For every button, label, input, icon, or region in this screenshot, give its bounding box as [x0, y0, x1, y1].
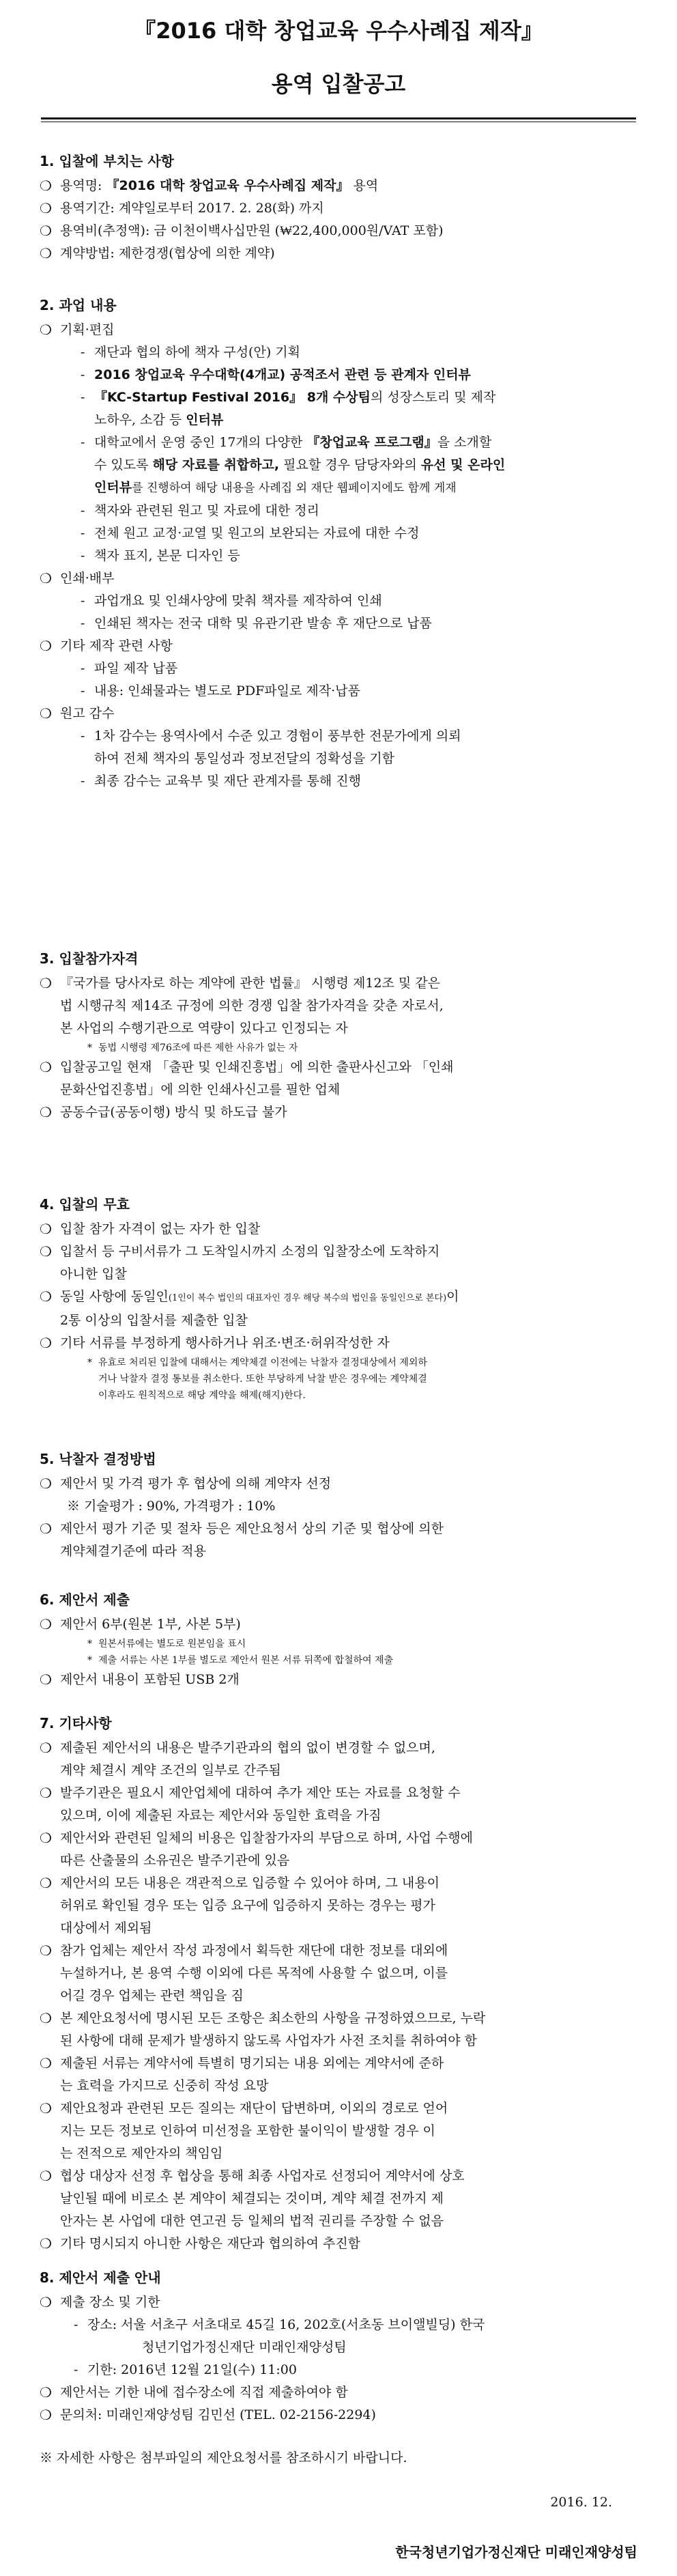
item-text: 안자는 본 사업에 대한 연고권 등 일체의 법적 권리를 주장할 수 없음 — [60, 2213, 444, 2228]
section-4 — [40, 1195, 650, 1404]
item-text: 법 시행규칙 제14조 규정에 의한 경쟁 입찰 참가자격을 갖춘 자로서, — [60, 998, 444, 1013]
section-8 — [40, 2268, 650, 2426]
circle-bullet-icon: ❍ — [40, 1616, 52, 1632]
note-item: * 유효로 처리된 입찰에 대해서는 계약체결 이전에는 낙찰자 결정대상에서 제외하 거나 낙찰자 결정 통보를 취소한다. 또한 부당하게 낙찰 받은 경우에는 계약체결 이후라도 원칙적으로 해당 계약을 해제(해지)한다. — [87, 1357, 427, 1401]
circle-bullet-icon: ❍ — [40, 2384, 52, 2401]
list-item — [40, 2233, 650, 2255]
item-text: 용역기간: 계약일로부터 2017. 2. 28(화) 까지 — [60, 201, 324, 216]
item-text: 과업개요 및 인쇄사양에 맞춰 책자를 제작하여 인쇄 — [94, 593, 382, 608]
item-text: 용역명: — [60, 178, 106, 193]
circle-bullet-icon: ❍ — [40, 1942, 52, 1959]
item-text: 인쇄·배부 — [60, 571, 115, 586]
item-text-bold: 『2016 대학 창업교육 우수사례집 제작』 — [106, 178, 349, 193]
item-text: 는 효력을 가지므로 신중히 작성 요망 — [60, 2078, 269, 2093]
list-item — [40, 175, 650, 197]
circle-bullet-icon: ❍ — [40, 200, 52, 216]
list-item — [40, 2007, 650, 2052]
note-text: 거나 낙찰자 결정 통보를 취소한다. 또한 부당하게 낙찰 받은 경우에는 계약체결 — [98, 1374, 427, 1385]
list-item — [40, 2381, 650, 2404]
list-item — [40, 197, 650, 220]
circle-bullet-icon: ❍ — [40, 570, 52, 586]
list-item — [40, 703, 650, 725]
sub-item: - 기한: 2016년 12월 21일(수) 11:00 — [40, 2359, 650, 2381]
list-item — [40, 1473, 650, 1518]
item-text: 1차 감수는 용역사에서 수준 있고 경험이 풍부한 전문가에게 의뢰 — [94, 728, 461, 744]
circle-bullet-icon: ❍ — [40, 1520, 52, 1537]
item-text: 허위로 확인될 경우 또는 입증 요구에 입증하지 못하는 경우는 평가 — [60, 1898, 435, 1913]
list-item — [40, 1737, 650, 1782]
circle-bullet-icon: ❍ — [40, 2010, 52, 2026]
note-text: 동법 시행령 제76조에 따른 제한 사유가 없는 자 — [98, 1043, 298, 1053]
note-text: 원본서류에는 별도로 원본임을 표시 — [98, 1639, 246, 1650]
item-text: 장소: 서울 서초구 서초대로 45길 16, 202호(서초동 브이앨빌딩) 한국 — [87, 2317, 485, 2332]
item-text: 제안서는 기한 내에 접수장소에 직접 제출하여야 함 — [60, 2385, 348, 2400]
item-text-bold: 해당 자료를 취합하고, — [152, 457, 280, 472]
circle-bullet-icon: ❍ — [40, 2235, 52, 2252]
section-3 — [40, 949, 650, 1124]
item-text-bold: 『KC-Startup Festival 2016』 8개 수상팀 — [94, 390, 371, 405]
item-text: 인쇄된 책자는 전국 대학 및 유관기관 발송 후 재단으로 납품 — [94, 616, 432, 631]
sub-item: - 장소: 서울 서초구 서초대로 45길 16, 202호(서초동 브이앨빌딩) 한국 청년기업가정신재단 미래인재양성팀 — [74, 2317, 485, 2355]
list-item — [40, 972, 650, 1040]
note-text: 제출 서류는 사본 1부를 별도로 제안서 원본 서류 뒤쪽에 합철하여 제출 — [98, 1655, 394, 1666]
circle-bullet-icon: ❍ — [40, 1830, 52, 1846]
circle-bullet-icon: ❍ — [40, 245, 52, 261]
circle-bullet-icon: ❍ — [40, 1785, 52, 1801]
item-text: 책자와 관련된 원고 및 자료에 대한 정리 — [94, 503, 319, 518]
section-1 — [40, 152, 650, 265]
item-text: 제안서 평가 기준 및 절차 등은 제안요청서 상의 기준 및 협상에 의한 — [60, 1521, 444, 1536]
item-text: 본 제안요청서에 명시된 모든 조항은 최소한의 사항을 규정하였으므로, 누락 — [60, 2011, 486, 2026]
list-item — [40, 2097, 650, 2165]
section-heading: 4. 입찰의 무효 — [40, 1196, 130, 1213]
item-text: 날인될 때에 비로소 본 계약이 체결되는 것이며, 계약 체결 전까지 제 — [60, 2191, 444, 2206]
circle-bullet-icon: ❍ — [40, 223, 52, 239]
item-text: 동일 사항에 동일인 — [60, 1289, 169, 1304]
item-text: 어길 경우 업체는 관련 책임을 짐 — [60, 1988, 244, 2003]
circle-bullet-icon: ❍ — [40, 975, 52, 991]
list-item — [40, 242, 650, 265]
item-text: 기한: 2016년 12월 21일(수) 11:00 — [87, 2362, 297, 2377]
list-item — [40, 2291, 650, 2314]
circle-bullet-icon: ❍ — [40, 638, 52, 654]
list-item — [40, 635, 650, 657]
sub-item: - 대학교에서 운영 중인 17개의 다양한 『창업교육 프로그램』을 소개할 수 있도록 해당 자료를 취합하고, 필요할 경우 담당자와의 유선 및 온라인 인터뷰를 진행하여 해당 내용을 사례집 외 재단 웹페이지에도 함께 게재 — [81, 435, 506, 495]
circle-bullet-icon: ❍ — [40, 1059, 52, 1075]
list-item — [40, 1218, 650, 1241]
section-2 — [40, 296, 650, 793]
list-item — [40, 2404, 650, 2426]
list-item — [40, 1827, 650, 1872]
note-item: * 동법 시행령 제76조에 따른 제한 사유가 없는 자 — [40, 1040, 650, 1056]
title-line-1: 『2016 대학 창업교육 우수사례집 제작』 — [134, 18, 543, 44]
footer-organization: 한국청년기업가정신재단 미래인재양성팀 — [395, 2544, 637, 2560]
item-text: 발주기관은 필요시 제안업체에 대하여 추가 제안 또는 자료를 요청할 수 — [60, 1785, 461, 1800]
section-heading: 2. 과업 내용 — [40, 297, 117, 313]
note-text: 이후라도 원칙적으로 해당 계약을 해제(해지)한다. — [98, 1390, 306, 1401]
section-6 — [40, 1590, 650, 1691]
circle-bullet-icon: ❍ — [40, 1335, 52, 1351]
circle-bullet-icon: ❍ — [40, 1288, 52, 1305]
item-text: 입찰서 등 구비서류가 그 도착일시까지 소정의 입찰장소에 도착하지 — [60, 1244, 440, 1259]
circle-bullet-icon: ❍ — [40, 1671, 52, 1688]
note-item: * 원본서류에는 별도로 원본임을 표시 — [40, 1636, 650, 1652]
list-item — [40, 1613, 650, 1636]
title-line-2: 용역 입찰공고 — [271, 71, 406, 97]
item-text: 기획·편집 — [60, 322, 115, 337]
item-text: 용역비(추정액): 금 이천이백사십만원 (₩22,400,000원/VAT 포함) — [60, 223, 444, 238]
item-text-bold: 2016 창업교육 우수대학(4개교) 공적조서 관련 등 관계자 인터뷰 — [94, 367, 471, 382]
circle-bullet-icon: ❍ — [40, 2407, 52, 2423]
sub-item: - 책자 표지, 본문 디자인 등 — [40, 545, 650, 567]
item-text: 문의처: 미래인재양성팀 김민선 (TEL. 02-2156-2294) — [60, 2407, 376, 2422]
list-item — [40, 567, 650, 590]
circle-bullet-icon: ❍ — [40, 705, 52, 722]
item-text: 원고 감수 — [60, 706, 115, 721]
item-text: 기타 제작 관련 사항 — [60, 638, 173, 653]
item-text: 계약체결기준에 따라 적용 — [60, 1544, 206, 1559]
item-text-small: (1인이 복수 법인의 대표자인 경우 해당 복수의 법인을 동일인으로 본다) — [168, 1293, 447, 1303]
footer-note: ※ 자세한 사항은 첨부파일의 제안요청서를 참조하시기 바랍니다. — [40, 2450, 407, 2465]
section-heading: 1. 입찰에 부치는 사항 — [40, 153, 174, 169]
item-text: 청년기업가정신재단 미래인재양성팀 — [142, 2340, 347, 2355]
item-text: 제안서 6부(원본 1부, 사본 5부) — [60, 1617, 241, 1632]
footer-date: 2016. 12. — [550, 2495, 612, 2510]
circle-bullet-icon: ❍ — [40, 1104, 52, 1120]
list-item — [40, 2165, 650, 2233]
item-text: 전체 원고 교정·교열 및 원고의 보완되는 자료에 대한 수정 — [94, 526, 420, 541]
section-heading: 7. 기타사항 — [40, 1715, 112, 1731]
item-text: 기타 명시되지 아니한 사항은 재단과 협의하여 추진함 — [60, 2236, 361, 2251]
item-text: 참가 업체는 제안서 작성 과정에서 획득한 재단에 대한 정보를 대외에 — [60, 1943, 448, 1958]
list-item — [40, 1518, 650, 1563]
sub-item: - 2016 창업교육 우수대학(4개교) 공적조서 관련 등 관계자 인터뷰 — [40, 364, 650, 386]
circle-bullet-icon: ❍ — [40, 178, 52, 194]
circle-bullet-icon: ❍ — [40, 1740, 52, 1756]
list-item — [40, 1782, 650, 1827]
item-text: 입찰공고일 현재 「출판 및 인쇄진흥법」에 의한 출판사신고와 「인쇄 — [60, 1060, 454, 1075]
item-text: 제출 장소 및 기한 — [60, 2295, 160, 2310]
item-text: 하여 전체 책자의 통일성과 정보전달의 정확성을 기함 — [94, 751, 395, 766]
circle-bullet-icon: ❍ — [40, 2294, 52, 2310]
item-text: 아니한 입찰 — [60, 1266, 127, 1282]
list-item — [40, 1872, 650, 1940]
sub-item: - 1차 감수는 용역사에서 수준 있고 경험이 풍부한 전문가에게 의뢰 하여 전체 책자의 통일성과 정보전달의 정확성을 기함 — [81, 728, 461, 766]
item-text: 제출된 제안서의 내용은 발주기관과의 협의 없이 변경할 수 없으며, — [60, 1740, 435, 1755]
note-item: * 제출 서류는 사본 1부를 별도로 제안서 원본 서류 뒤쪽에 합철하여 제출 — [40, 1652, 650, 1669]
item-text: 내용: 인쇄물과는 별도로 PDF파일로 제작·납품 — [94, 683, 360, 698]
list-item — [40, 1669, 650, 1691]
list-item — [40, 1101, 650, 1124]
item-text: 를 진행하여 해당 내용을 사례집 외 재단 웹페이지에도 함께 게재 — [132, 481, 457, 495]
circle-bullet-icon: ❍ — [40, 1243, 52, 1260]
item-text: 계약방법: 제한경쟁(협상에 의한 계약) — [60, 246, 275, 261]
title-divider — [41, 117, 636, 122]
list-item — [40, 1286, 650, 1332]
item-text: 제안서 및 가격 평가 후 협상에 의해 계약자 선정 — [60, 1476, 332, 1491]
item-text: 지는 모든 정보로 인하여 미선정을 포함한 불이익이 발생할 경우 이 — [60, 2123, 435, 2138]
item-note: ※ 기술평가 : 90%, 가격평가 : 10% — [67, 1499, 276, 1514]
item-text: 있으며, 이에 제출된 자료는 제안서와 동일한 효력을 가짐 — [60, 1808, 381, 1823]
item-text: 최종 감수는 교육부 및 재단 관계자를 통해 진행 — [94, 774, 362, 789]
item-text: 『국가를 당사자로 하는 계약에 관한 법률』 시행령 제12조 및 같은 — [60, 976, 441, 991]
item-text: 공동수급(공동이행) 방식 및 하도급 불가 — [60, 1105, 287, 1120]
section-heading: 5. 낙찰자 결정방법 — [40, 1451, 156, 1467]
sub-item: - 재단과 협의 하에 책자 구성(안) 기획 — [40, 341, 650, 364]
list-item — [40, 220, 650, 242]
item-text-bold: 인터뷰 — [94, 480, 132, 495]
item-text: 재단과 협의 하에 책자 구성(안) 기획 — [94, 345, 300, 360]
circle-bullet-icon: ❍ — [40, 1475, 52, 1492]
item-text: 책자 표지, 본문 디자인 등 — [94, 548, 240, 563]
sub-item: - 내용: 인쇄물과는 별도로 PDF파일로 제작·납품 — [40, 680, 650, 703]
circle-bullet-icon: ❍ — [40, 2100, 52, 2117]
item-text: 을 소개할 — [437, 435, 492, 450]
item-text: 제안서의 모든 내용은 객관적으로 입증할 수 있어야 하며, 그 내용이 — [60, 1876, 440, 1891]
note-text: 유효로 처리된 입찰에 대해서는 계약체결 이전에는 낙찰자 결정대상에서 제외하 — [98, 1357, 427, 1368]
item-text: 제안서와 관련된 일체의 비용은 입찰참가자의 부담으로 하며, 사업 수행에 — [60, 1830, 473, 1845]
item-text: 의 성장스토리 및 제작 — [371, 390, 496, 405]
item-text: 용역 — [349, 178, 379, 193]
section-7 — [40, 1714, 650, 2255]
item-text: 이 — [446, 1289, 459, 1304]
list-item — [40, 1940, 650, 2007]
item-text: 따른 산출물의 소유권은 발주기관에 있음 — [60, 1853, 290, 1868]
item-text: 2통 이상의 입찰서를 제출한 입찰 — [60, 1313, 248, 1328]
item-text-bold: 『창업교육 프로그램』 — [306, 435, 437, 450]
item-text: 필요할 경우 담당자와의 — [279, 457, 421, 472]
circle-bullet-icon: ❍ — [40, 1875, 52, 1891]
item-text: 제출된 서류는 계약서에 특별히 명기되는 내용 외에는 계약서에 준하 — [60, 2056, 444, 2071]
item-text: 기타 서류를 부정하게 행사하거나 위조·변조·허위작성한 자 — [60, 1335, 390, 1350]
sub-item: - 과업개요 및 인쇄사양에 맞춰 책자를 제작하여 인쇄 — [40, 590, 650, 612]
circle-bullet-icon: ❍ — [40, 322, 52, 338]
sub-item: - 파일 제작 납품 — [40, 657, 650, 680]
item-text-bold: 유선 및 온라인 — [420, 457, 506, 472]
item-text: 제안요청과 관련된 모든 질의는 재단이 답변하며, 이외의 경로로 얻어 — [60, 2101, 448, 2116]
item-text: 문화산업진흥법」에 의한 인쇄사신고를 필한 업체 — [60, 1082, 341, 1097]
section-heading: 6. 제안서 제출 — [40, 1591, 130, 1608]
item-text: 본 사업의 수행기관으로 역량이 있다고 인정되는 자 — [60, 1021, 348, 1036]
item-text: 노하우, 소감 등 — [94, 412, 186, 427]
sub-item: - 인쇄된 책자는 전국 대학 및 유관기관 발송 후 재단으로 납품 — [40, 612, 650, 635]
circle-bullet-icon: ❍ — [40, 2168, 52, 2184]
item-text: 대학교에서 운영 중인 17개의 다양한 — [94, 435, 307, 450]
section-heading: 8. 제안서 제출 안내 — [40, 2269, 161, 2286]
list-item — [40, 1332, 650, 1355]
item-text: 계약 체결시 계약 조건의 일부로 간주됨 — [60, 1763, 281, 1778]
circle-bullet-icon: ❍ — [40, 1221, 52, 1237]
item-text: 는 전적으로 제안자의 책임임 — [60, 2146, 223, 2161]
item-text: 입찰 참가 자격이 없는 자가 한 입찰 — [60, 1221, 261, 1236]
item-text: 협상 대상자 선정 후 협상을 통해 최종 사업자로 선정되어 계약서에 상호 — [60, 2168, 465, 2183]
circle-bullet-icon: ❍ — [40, 2055, 52, 2071]
item-text-bold: 인터뷰 — [186, 412, 224, 427]
list-item — [40, 2052, 650, 2097]
list-item — [40, 319, 650, 341]
sub-item: - 책자와 관련된 원고 및 자료에 대한 정리 — [40, 500, 650, 522]
section-heading: 3. 입찰참가자격 — [40, 950, 139, 967]
list-item — [40, 1056, 650, 1101]
section-5 — [40, 1449, 650, 1563]
sub-item: - 최종 감수는 교육부 및 재단 관계자를 통해 진행 — [40, 770, 650, 793]
item-text: 파일 제작 납품 — [94, 661, 178, 676]
sub-item: - 전체 원고 교정·교열 및 원고의 보완되는 자료에 대한 수정 — [40, 522, 650, 545]
item-text: 수 있도록 — [94, 457, 153, 472]
item-text: 된 사항에 대해 문제가 발생하지 않도록 사업자가 사전 조치를 취하여야 함 — [60, 2033, 478, 2048]
item-text: 대상에서 제외됨 — [60, 1921, 152, 1936]
sub-item: - 『KC-Startup Festival 2016』 8개 수상팀의 성장스토리 및 제작 노하우, 소감 등 인터뷰 — [81, 390, 496, 427]
item-text: 제안서 내용이 포함된 USB 2개 — [60, 1672, 240, 1687]
list-item — [40, 1241, 650, 1286]
item-text: 누설하거나, 본 용역 수행 이외에 다른 목적에 사용할 수 없으며, 이를 — [60, 1966, 448, 1981]
